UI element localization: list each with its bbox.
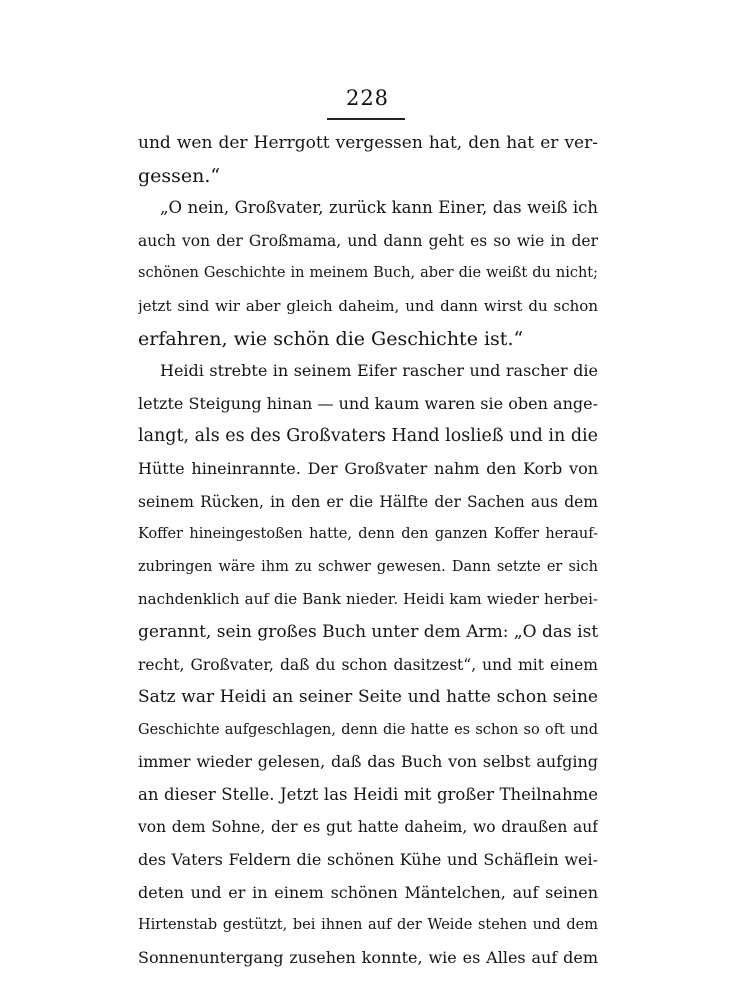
page-number: 228 — [345, 86, 390, 110]
text-line: gerannt, sein großes Buch unter dem Arm: „O das ist — [138, 621, 598, 642]
text-line: erfahren, wie schön die Geschichte ist.“ — [138, 327, 524, 350]
text-line: Hirtenstab gestützt, bei ihnen auf der Weide stehen und dem — [138, 917, 598, 934]
text-line: an dieser Stelle. Jetzt las Heidi mit großer Theilnahme — [138, 784, 598, 804]
text-line: nachdenklich auf die Bank nieder. Heidi kam wieder herbei- — [138, 590, 598, 609]
text-line: Sonnenuntergang zusehen konnte, wie es Alles auf dem — [138, 947, 598, 967]
body-text — [138, 127, 598, 974]
text-line: recht, Großvater, daß du schon dasitzest“, und mit einem — [138, 655, 598, 674]
text-line: Geschichte aufgeschlagen, denn die hatte es schon so oft und — [138, 721, 598, 738]
text-line: jetzt sind wir aber gleich daheim, und dann wirst du schon — [138, 296, 598, 315]
text-line: auch von der Großmama, und dann geht es so wie in der — [138, 231, 598, 250]
text-line: Koffer hineingestoßen hatte, denn den ganzen Koffer herauf- — [138, 526, 598, 543]
text-line: von dem Sohne, der es gut hatte daheim, wo draußen auf — [138, 818, 598, 837]
text-line: des Vaters Feldern die schönen Kühe und Schäflein wei- — [138, 850, 598, 870]
text-line: immer wieder gelesen, daß das Buch von selbst aufging — [138, 752, 598, 772]
text-line: deten und er in einem schönen Mäntelchen, auf seinen — [138, 882, 598, 902]
text-line: letzte Steigung hinan — und kaum waren sie oben ange- — [138, 393, 598, 413]
text-line: Satz war Heidi an seiner Seite und hatte schon seine — [138, 687, 598, 708]
page-number-rule — [327, 118, 405, 120]
text-line: Hütte hineinrannte. Der Großvater nahm den Korb von — [138, 458, 598, 478]
text-line: zubringen wäre ihm zu schwer gewesen. Dann setzte er sich — [138, 558, 598, 575]
text-line: seinem Rücken, in den er die Hälfte der Sachen aus dem — [138, 492, 598, 511]
text-line: schönen Geschichte in meinem Buch, aber die weißt du nicht; — [138, 265, 598, 282]
text-line: gessen.“ — [138, 164, 221, 187]
text-line: Heidi strebte in seinem Eifer rascher und rascher die — [160, 361, 598, 381]
text-line: und wen der Herrgott vergessen hat, den hat er ver- — [138, 133, 598, 153]
text-line: „O nein, Großvater, zurück kann Einer, das weiß ich — [160, 198, 598, 218]
text-line: langt, als es des Großvaters Hand losließ und in die — [138, 426, 598, 447]
